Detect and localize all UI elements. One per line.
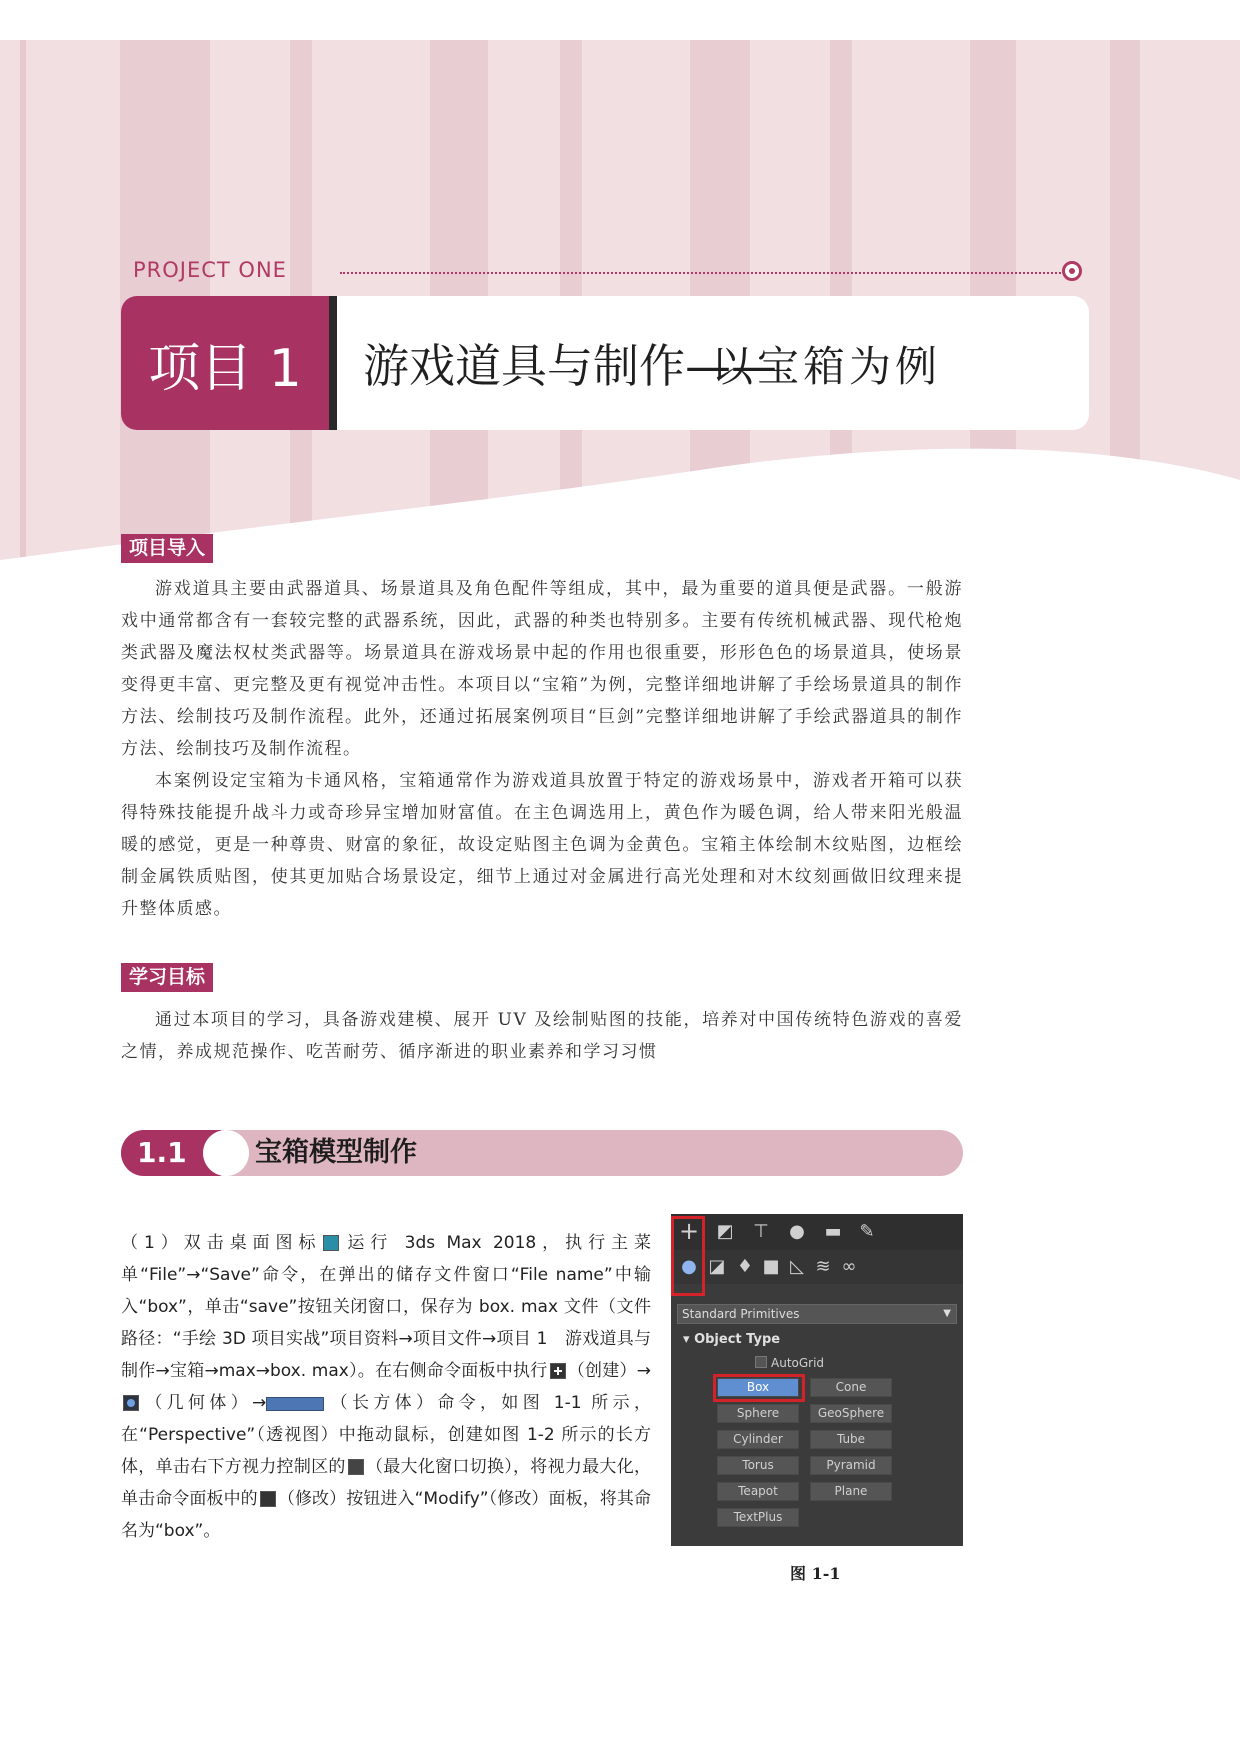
cameras-category-icon[interactable]: ■ — [762, 1256, 780, 1277]
section-dot — [203, 1130, 249, 1176]
goals-heading: 学习目标 — [121, 963, 213, 992]
goals-body — [121, 1004, 963, 1068]
intro-paragraph: 游戏道具主要由武器道具、场景道具及角色配件等组成，其中，最为重要的道具便是武器。一般游戏中通常都含有一套较完整的武器系统，因此，武器的种类也特别多。主要有传统机械武器、现代枪炮类武器及魔法权杖类武器等。场景道具在游戏场景中起的作用也很重要，形形色色的场景道具，使场景变得更丰富、更完整及更有视觉冲击性。本项目以“宝箱”为例，完整详细地讲解了手绘场景道具的制作方法、绘制技巧及制作流程。此外，还通过拓展案例项目“巨剑”完整详细地讲解了手绘武器道具的制作方法、绘制技巧及制作流程。 — [121, 579, 963, 759]
cone-button[interactable]: Cone — [810, 1378, 892, 1397]
hierarchy-tab-icon[interactable]: ⊤ — [753, 1221, 769, 1242]
section-title: 宝箱模型制作 — [255, 1137, 417, 1168]
step-text-part: （最大化窗口切换），将视力最大化，单击命令面板中的 — [121, 1457, 652, 1509]
goals-paragraph: 通过本项目的学习，具备游戏建模、展开 UV 及绘制贴图的技能，培养对中国传统特色游戏的喜爱之情，养成规范操作、吃苦耐劳、循序渐进的职业素养和学习习惯 — [121, 1010, 963, 1062]
command-panel-figure — [671, 1214, 963, 1546]
cylinder-button[interactable]: Cylinder — [717, 1430, 799, 1449]
display-tab-icon[interactable]: ▬ — [824, 1221, 842, 1242]
tube-button[interactable]: Tube — [810, 1430, 892, 1449]
box-button-icon — [266, 1397, 324, 1411]
intro-paragraph: 本案例设定宝箱为卡通风格，宝箱通常作为游戏道具放置于特定的游戏场景中，游戏者开箱可以获得特殊技能提升战斗力或奇珍异宝增加财富值。在主色调选用上，黄色作为暖色调，给人带来阳光般温暖的感觉，更是一种尊贵、财富的象征，故设定贴图主色调为金黄色。宝箱主体绘制木纹贴图，边框绘制金属铁质贴图，使其更加贴合场景设定，细节上通过对金属进行高光处理和对木纹刻画做旧纹理来提升整体质感。 — [121, 771, 963, 919]
chapter-title: 游戏道具与制作—— — [363, 339, 777, 393]
step-text-part: （长方体）命令，如图 1-1 所示，在“Perspective”（透视图）中拖动鼠标，创建如图 1-2 所示的长方体，单击右下方视力控制区的 — [121, 1393, 651, 1477]
maximize-toggle-icon — [348, 1459, 364, 1475]
geosphere-button[interactable]: GeoSphere — [810, 1404, 892, 1423]
teapot-button[interactable]: Teapot — [717, 1482, 799, 1501]
lights-category-icon[interactable]: ♦ — [736, 1256, 754, 1277]
select-value: Standard Primitives — [682, 1307, 800, 1321]
systems-category-icon[interactable]: ∞ — [841, 1256, 857, 1277]
shapes-category-icon[interactable]: ◪ — [708, 1256, 726, 1277]
modify-tab-icon[interactable]: ◩ — [716, 1221, 734, 1242]
panel-category-row — [671, 1250, 963, 1284]
step-text-part: （创建）→ — [567, 1361, 651, 1381]
pyramid-button[interactable]: Pyramid — [810, 1456, 892, 1475]
textplus-button[interactable]: TextPlus — [717, 1508, 799, 1527]
autogrid-checkbox[interactable] — [755, 1356, 824, 1370]
step-text-part: 运行 3ds Max 2018，执行主菜单“File”→“Save”命令，在弹出的储存文件窗口“File name”中输入“box”，单击“save”按钮关闭窗口，保存为 box. max 文件（文件路径：“手绘 3D 项目实战”项目资料→项目文件→项目 1 游戏道具与制作→宝箱→max→box. max）。在右侧命令面板中执行 — [121, 1233, 651, 1381]
project-tag: 项目 1 — [121, 296, 329, 430]
utilities-tab-icon[interactable]: ✎ — [859, 1221, 875, 1242]
object-type-rollout[interactable]: ▾ Object Type — [683, 1332, 781, 1347]
header-band — [0, 0, 1240, 560]
section-number: 1.1 — [121, 1130, 221, 1176]
chevron-down-icon: ▼ — [943, 1308, 951, 1319]
title-divider — [329, 296, 337, 430]
plane-button[interactable]: Plane — [810, 1482, 892, 1501]
box-highlight-box — [713, 1374, 805, 1402]
panel-tab-row — [671, 1214, 963, 1250]
primitive-type-select[interactable] — [677, 1304, 957, 1324]
torus-button[interactable]: Torus — [717, 1456, 799, 1475]
intro-body — [121, 573, 963, 925]
dotted-rule — [340, 272, 1065, 274]
motion-tab-icon[interactable]: ● — [789, 1221, 805, 1242]
chapter-subtitle: 以宝箱为例 — [711, 342, 942, 391]
geometry-icon — [123, 1395, 139, 1411]
spacewarps-category-icon[interactable]: ≋ — [815, 1256, 831, 1277]
step-text-part: （修改）按钮进入“Modify”（修改）面板，将其命名为“box”。 — [121, 1489, 652, 1541]
create-highlight-box — [671, 1216, 705, 1296]
chapter-title-box — [121, 296, 1089, 430]
rollout-label: Object Type — [694, 1332, 781, 1347]
box-button[interactable]: Box — [717, 1378, 799, 1397]
3dsmax-app-icon — [323, 1235, 339, 1251]
geometry-category-icon[interactable]: ● — [681, 1256, 697, 1277]
section-banner — [121, 1130, 963, 1176]
step-text-part: （几何体）→ — [141, 1393, 267, 1413]
figure-caption: 图 1-1 — [790, 1564, 841, 1583]
intro-heading: 项目导入 — [121, 534, 213, 563]
modify-icon — [260, 1491, 276, 1507]
helpers-category-icon[interactable]: ◺ — [790, 1256, 804, 1277]
autogrid-label: AutoGrid — [771, 1356, 825, 1370]
checkbox-icon — [755, 1356, 767, 1368]
create-icon — [550, 1363, 566, 1379]
step-text-part: （1）双击桌面图标 — [121, 1233, 322, 1253]
step-1-text — [121, 1227, 651, 1547]
project-label: PROJECT ONE — [133, 258, 287, 282]
create-tab-icon[interactable]: + — [679, 1217, 700, 1245]
sphere-button[interactable]: Sphere — [717, 1404, 799, 1423]
target-ring-icon — [1062, 261, 1082, 281]
